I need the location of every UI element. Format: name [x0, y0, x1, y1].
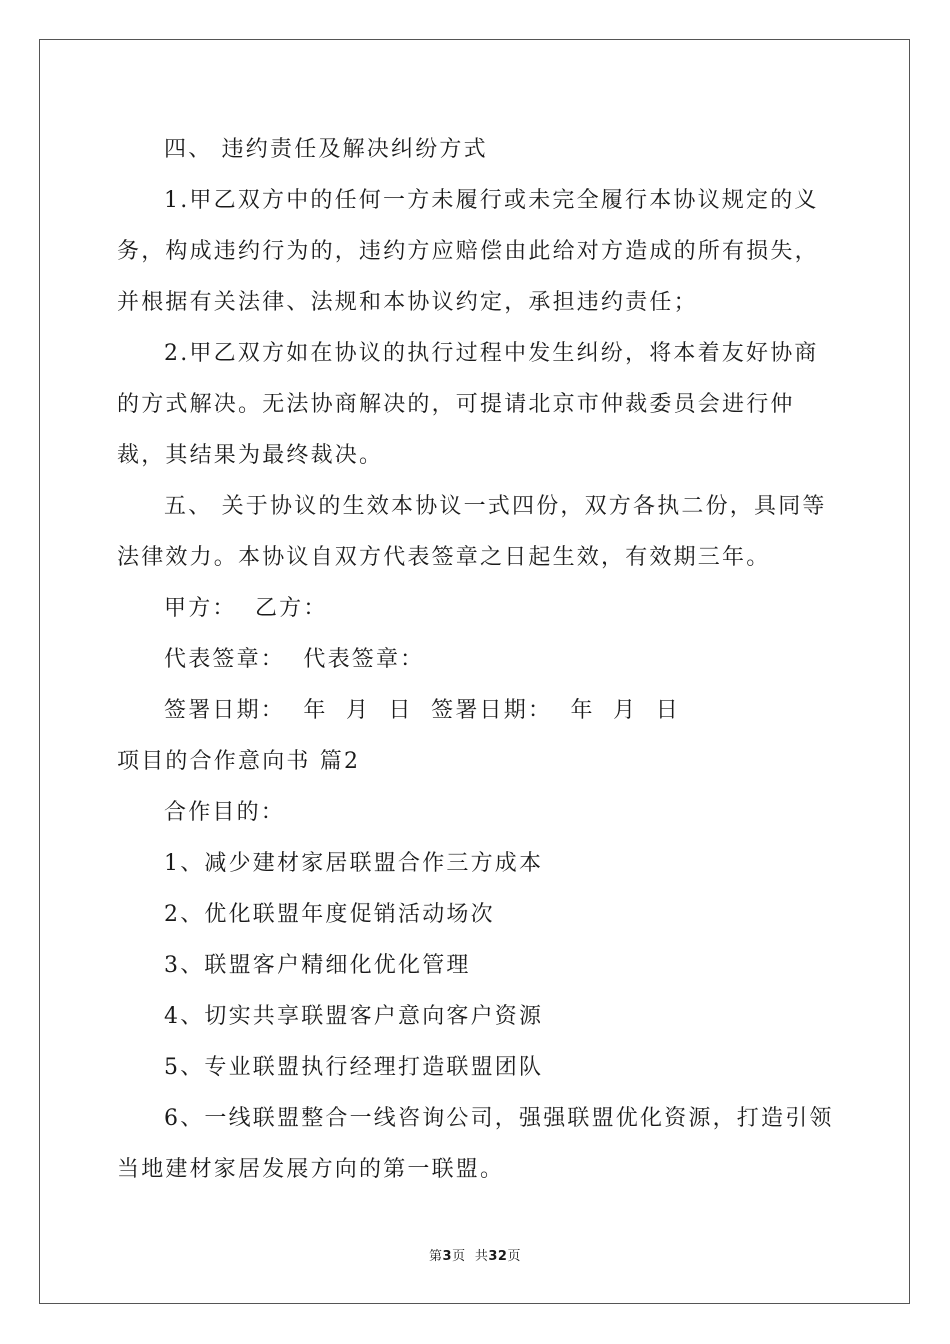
paragraph-5: 五、 关于协议的生效本协议一式四份，双方各执二份，具同等法律效力。本协议自双方代表签章之日起生效，有效期三年。 [117, 494, 827, 570]
list-item: 6、一线联盟整合一线咨询公司，强强联盟优化资源，打造引领当地建材家居发展方向的第一联盟。 [117, 1106, 834, 1182]
footer-mid: 页 共 [452, 1249, 489, 1264]
list-item: 4、切实共享联盟客户意向客户资源 [164, 1004, 544, 1029]
page-footer [0, 1245, 950, 1264]
paragraph-4-1: 1.甲乙双方中的任何一方未履行或未完全履行本协议规定的义务，构成违约行为的，违约方应赔偿由此给对方造成的所有损失，并根据有关法律、法规和本协议约定，承担违约责任； [117, 188, 819, 315]
footer-prefix: 第 [429, 1249, 443, 1264]
list-item: 3、联盟客户精细化优化管理 [164, 953, 471, 978]
footer-total-pages: 32 [488, 1249, 508, 1264]
purpose-label: 合作目的： [164, 800, 286, 825]
signature-dates: 签署日期： 年 月 日 签署日期： 年 月 日 [164, 698, 680, 723]
footer-suffix: 页 [507, 1249, 521, 1264]
list-item: 1、减少建材家居联盟合作三方成本 [164, 851, 544, 876]
document-body [117, 124, 837, 1195]
article-title: 项目的合作意向书 篇2 [117, 749, 361, 774]
signature-reps: 代表签章： 代表签章： [164, 647, 425, 672]
footer-page-number: 3 [442, 1249, 453, 1264]
signature-parties: 甲方： 乙方： [164, 596, 328, 621]
list-item: 2、优化联盟年度促销活动场次 [164, 902, 495, 927]
paragraph-4-2: 2.甲乙双方如在协议的执行过程中发生纠纷，将本着友好协商的方式解决。无法协商解决的，可提请北京市仲裁委员会进行仲裁，其结果为最终裁决。 [117, 341, 819, 468]
list-item: 5、专业联盟执行经理打造联盟团队 [164, 1055, 544, 1080]
section-heading-4: 四、 违约责任及解决纠纷方式 [164, 137, 488, 162]
